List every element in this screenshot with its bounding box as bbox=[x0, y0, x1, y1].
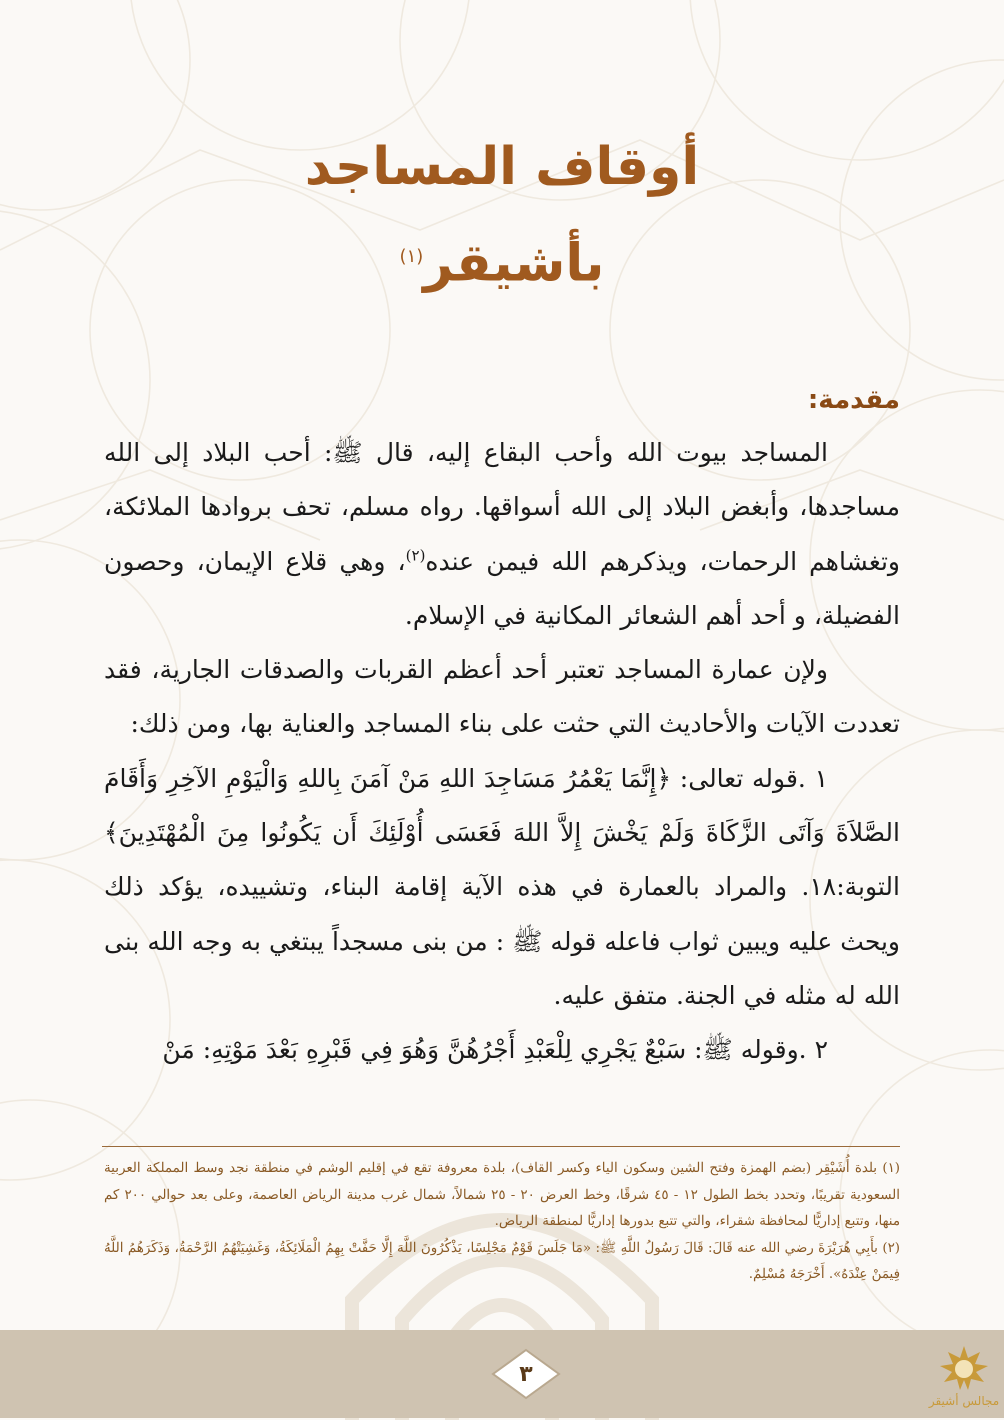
footnotes bbox=[104, 1156, 900, 1289]
footnote-divider bbox=[102, 1146, 900, 1147]
paragraph bbox=[104, 643, 900, 752]
brand-logo bbox=[928, 1344, 1000, 1414]
page-number-badge bbox=[490, 1347, 562, 1401]
page-number: ٣ bbox=[519, 1361, 533, 1387]
footnote-1: (١) بلدة أُشَيْقِر (بضم الهمزة وفتح الشين وسكون الياء وكسر القاف)، بلدة معروفة تقع في إقليم الوشم في منطقة نجد وسط المملكة العربية السعودية تقريبًا، وتحدد بخط الطول ١٢ - ٤٥ شرقًا، وخط العرض ٢٠ - ٢٥ شمالاً، شمال غرب مدينة الرياض العاصمة، وعلى بعد حوالي ٢٠٠ كم منها، وتتبع إداريًّا لمحافظة شقراء، والتي تتبع بدورها إداريًّا لمنطقة الرياض. bbox=[104, 1161, 900, 1229]
paragraph-text: ، وهي قلاع الإيمان، وحصون الفضيلة، و أحد أهم الشعائر المكانية في الإسلام. bbox=[104, 546, 900, 630]
paragraph-text: ١ .قوله تعالى: ﴿إِنَّمَا يَعْمُرُ مَسَاجِدَ اللهِ مَنْ آمَنَ بِاللهِ وَالْيَوْمِ الآخِرِ وَأَقَامَ الصَّلاَةَ وَآتَى الزَّكَاةَ وَلَمْ يَخْشَ إِلاَّ اللهَ فَعَسَى أُوْلَئِكَ أَن يَكُونُوا مِنَ الْمُهْتَدِينَ﴾ التوبة:١٨. والمراد بالعمارة في هذه الآية إقامة البناء، وتشييده، يؤكد ذلك ويحث عليه ويبين ثواب فاعله قوله ﷺ : من بنى مسجداً يبتغي به وجه الله بنى الله له مثله في الجنة. متفق عليه. bbox=[104, 763, 900, 1010]
body-text bbox=[104, 426, 900, 1078]
paragraph bbox=[104, 1023, 900, 1077]
title-footnote-ref[interactable]: (١) bbox=[399, 246, 424, 267]
section-heading: مقدمة: bbox=[807, 385, 900, 415]
sun-emblem-icon bbox=[928, 1344, 1000, 1394]
brand-name: مجالس أشيقر bbox=[928, 1394, 1000, 1408]
paragraph-text: ٢ .وقوله ﷺ: سَبْعٌ يَجْرِي لِلْعَبْدِ أَجْرُهُنَّ وَهُوَ فِي قَبْرِهِ بَعْدَ مَوْتِهِ: مَنْ bbox=[162, 1035, 828, 1065]
page-subtitle-text: بأشيقر bbox=[423, 233, 605, 294]
page-title: أوقاف المساجد bbox=[304, 137, 700, 197]
footnote-ref[interactable]: (٢) bbox=[405, 546, 426, 565]
footnote-2: (٢) بأَبِي هُرَيْرَةَ رضي الله عنه قَالَ: قَالَ رَسُولُ اللَّهِ ﷺ: «مَا جَلَسَ قَوْمٌ مَجْلِسًا، يَذْكُرُونَ اللَّهَ إِلَّا حَفَّتْ بِهِمُ الْمَلَائِكَةُ، وَغَشِيَتْهُمُ الرَّحْمَةُ، وَذَكَرَهُمُ اللَّهُ فِيمَنْ عِنْدَهُ». أَخْرَجَهُ مُسْلِمٌ. bbox=[104, 1240, 900, 1282]
paragraph-text: ولإن عمارة المساجد تعتبر أحد أعظم القربات والصدقات الجارية، فقد تعددت الآيات والأحاديث التي حثت على بناء المساجد والعناية بها، ومن ذلك: bbox=[104, 655, 900, 739]
paragraph bbox=[104, 426, 900, 643]
paragraph-text: المساجد بيوت الله وأحب البقاع إليه، قال ﷺ: أحب البلاد إلى الله مساجدها، وأبغض البلاد إلى الله أسواقها. رواه مسلم، تحف بروادها الملائكة، وتغشاهم الرحمات، ويذكرهم الله فيمن عنده bbox=[104, 438, 900, 576]
page-subtitle bbox=[0, 222, 1004, 298]
paragraph bbox=[104, 752, 900, 1023]
